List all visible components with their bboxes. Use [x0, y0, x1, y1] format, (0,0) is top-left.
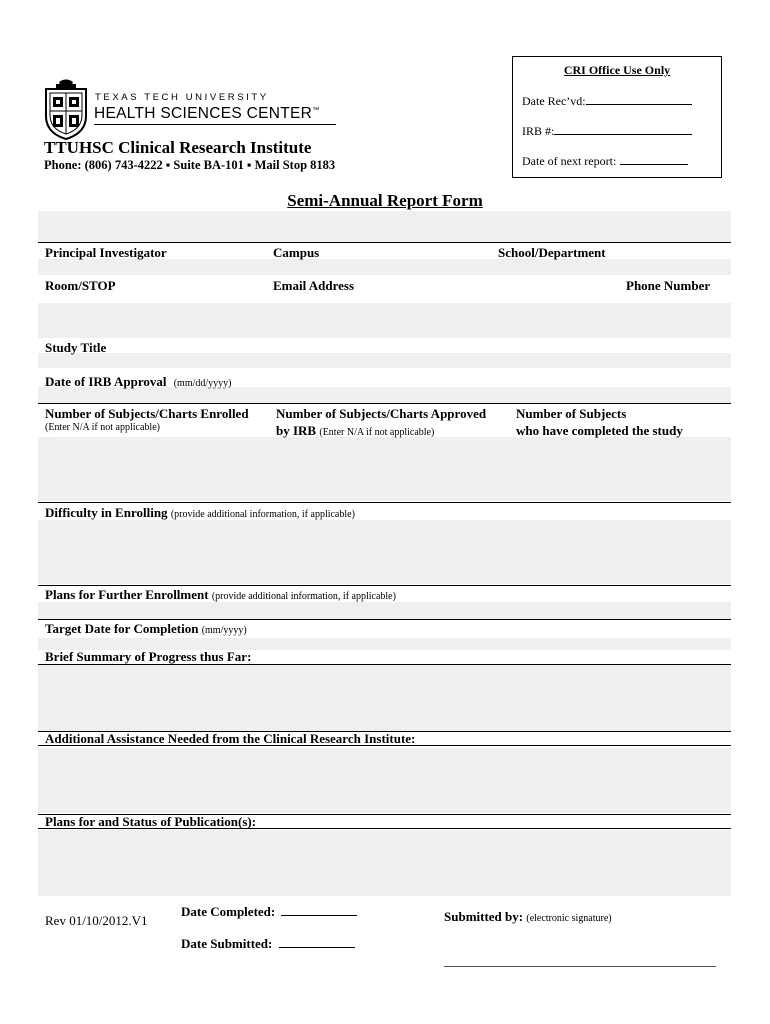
irb-approval-note: (mm/dd/yyyy)	[173, 378, 232, 389]
date-completed-field[interactable]: Date Completed:	[181, 904, 357, 920]
publications-label: Plans for and Status of Publication(s):	[45, 814, 257, 829]
target-date-note: (mm/yyyy)	[201, 625, 247, 636]
form-title: Semi-Annual Report Form	[287, 191, 483, 210]
approved-note: (Enter N/A if not applicable)	[319, 427, 435, 438]
divider	[38, 403, 731, 404]
divider	[38, 242, 731, 243]
summary-input-band[interactable]	[38, 665, 731, 731]
campus-label: Campus	[273, 245, 320, 260]
difficulty-note: (provide additional information, if applicable)	[170, 509, 355, 520]
enrolled-note: (Enter N/A if not applicable)	[45, 422, 160, 433]
target-date-label: Target Date for Completion (mm/yyyy)	[45, 621, 247, 636]
divider	[38, 619, 731, 620]
trademark-mark: ™	[312, 106, 320, 114]
logo-center-name: HEALTH SCIENCES CENTER™	[94, 105, 320, 122]
school-department-label: School/Department	[498, 245, 606, 260]
office-use-box	[512, 56, 722, 178]
date-submitted-line[interactable]	[279, 936, 355, 948]
plans-enrollment-label: Plans for Further Enrollment (provide additional information, if applicable)	[45, 587, 396, 602]
office-use-title: CRI Office Use Only	[563, 63, 671, 77]
irb-number-field[interactable]: IRB #:	[522, 123, 692, 139]
logo-university-name: TEXAS TECH UNIVERSITY	[95, 92, 269, 103]
pi-label: Principal Investigator	[45, 245, 167, 260]
approved-label: Number of Subjects/Charts Approved	[276, 406, 487, 421]
revision-label: Rev 01/10/2012.V1	[45, 913, 148, 928]
header-band	[38, 211, 731, 242]
submitted-by-note: (electronic signature)	[526, 913, 612, 924]
room-stop-label: Room/STOP	[45, 278, 116, 293]
contact-input-band[interactable]	[38, 303, 731, 338]
date-submitted-field[interactable]: Date Submitted:	[181, 936, 355, 952]
completed-label: Number of Subjects	[516, 406, 627, 421]
divider	[38, 585, 731, 586]
phone-label: Phone Number	[626, 278, 711, 293]
study-title-label: Study Title	[45, 340, 107, 355]
institute-name: TTUHSC Clinical Research Institute	[44, 138, 312, 157]
divider	[38, 502, 731, 503]
shield-icon	[42, 78, 90, 140]
summary-label: Brief Summary of Progress thus Far:	[45, 649, 252, 664]
subjects-input-band[interactable]	[38, 437, 731, 501]
university-seal	[42, 78, 90, 140]
study-title-input-band[interactable]	[38, 353, 731, 368]
difficulty-input-band[interactable]	[38, 520, 731, 584]
publications-input-band[interactable]	[38, 830, 731, 896]
date-completed-line[interactable]	[281, 904, 357, 916]
irb-approval-label: Date of IRB Approval (mm/dd/yyyy)	[45, 374, 232, 389]
logo-divider	[94, 124, 336, 125]
pi-input-band[interactable]	[38, 259, 731, 275]
enrolled-label: Number of Subjects/Charts Enrolled	[45, 406, 249, 421]
completed-label-line2: who have completed the study	[516, 423, 683, 438]
signature-line[interactable]	[444, 966, 716, 967]
plans-enrollment-note: (provide additional information, if applicable)	[211, 591, 396, 602]
date-received-field[interactable]: Date Rec’vd:	[522, 93, 692, 109]
approved-label-line2: by IRB (Enter N/A if not applicable)	[276, 423, 435, 438]
next-report-date-field[interactable]: Date of next report:	[522, 153, 688, 169]
institute-contact: Phone: (806) 743-4222 ▪ Suite BA-101 ▪ Mail Stop 8183	[44, 158, 336, 172]
difficulty-label: Difficulty in Enrolling (provide additional information, if applicable)	[45, 505, 355, 520]
plans-enrollment-input-band[interactable]	[38, 602, 731, 619]
submitted-by-label: Submitted by: (electronic signature)	[444, 909, 612, 924]
assistance-input-band[interactable]	[38, 748, 731, 813]
assistance-label: Additional Assistance Needed from the Clinical Research Institute:	[45, 731, 416, 746]
email-label: Email Address	[273, 278, 355, 293]
